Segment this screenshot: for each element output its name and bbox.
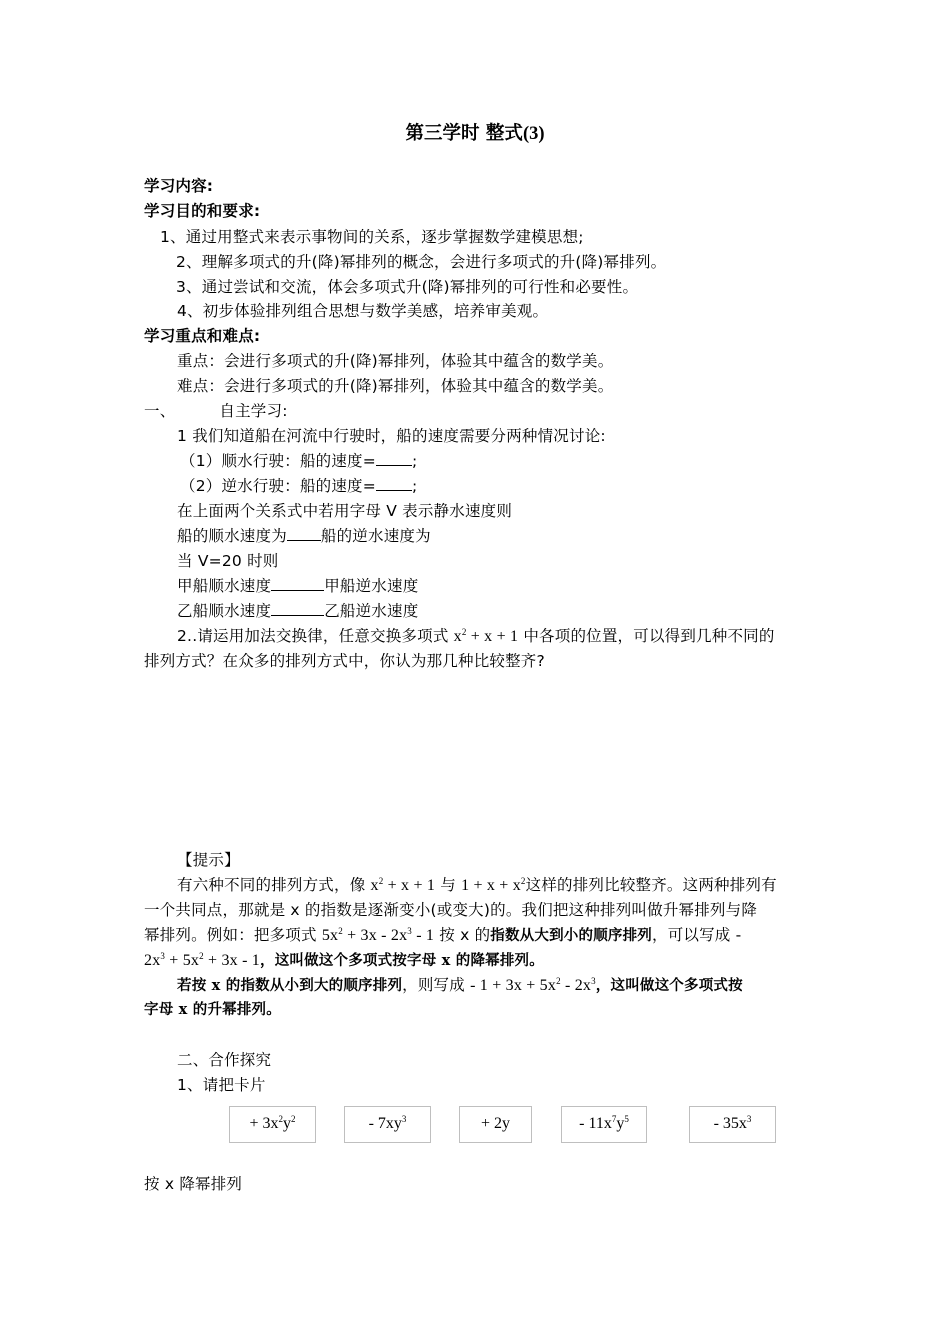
- hint-label: 【提示】: [177, 851, 240, 869]
- hint-p2: 一个共同点，那就是 x 的指数是逐渐变小(或变大)的。我们把这种排列叫做升幂排列与降: [144, 901, 758, 919]
- goal-item-2: 2、理解多项式的升(降)幂排列的概念，会进行多项式的升(降)幂排列。: [176, 253, 667, 271]
- semicolon: ;: [411, 452, 418, 470]
- q1-upstream-label: （2）逆水行驶：船的速度=: [180, 477, 376, 495]
- q1-relation: 在上面两个关系式中若用字母 V 表示静水速度则: [177, 502, 513, 520]
- hint-text: 有六种不同的排列方式，像: [177, 876, 371, 894]
- section2-instruction: 按 x 降幂排列: [144, 1175, 243, 1193]
- card-term-5[interactable]: - $35x^3$: [689, 1106, 776, 1143]
- key-point-focus: 重点：会进行多项式的升(降)幂排列，体验其中蕴含的数学美。: [177, 352, 614, 370]
- descending-polynomial: $2x^3 + 5x^2 + 3x - 1$: [144, 951, 260, 969]
- section2-q1: 1、请把卡片: [177, 1076, 266, 1094]
- heading-content: 学习内容:: [144, 177, 214, 195]
- hint-p1: [177, 875, 777, 896]
- heading-goals: 学习目的和要求:: [144, 202, 261, 220]
- poly-descending: $x^2 + x + 1$: [370, 876, 436, 894]
- answer-blank[interactable]: [376, 476, 412, 491]
- hint-emphasis: 若按 x 的指数从小到大的顺序排列: [177, 977, 403, 994]
- card-term-1[interactable]: + $3x^2y^2$: [229, 1106, 316, 1143]
- hint-p6: 字母 x 的升幂排列。: [144, 1001, 281, 1018]
- hint-text: 按 x 的: [434, 926, 491, 944]
- q1-condition: 当 V=20 时则: [177, 552, 279, 570]
- boat-b-upstream-label: 乙船逆水速度: [324, 602, 419, 620]
- q1-intro: 1 我们知道船在河流中行驶时，船的速度需要分两种情况讨论:: [177, 427, 606, 445]
- q1-boat-a: [177, 576, 418, 596]
- upstream-speed-label: 船的逆水速度为: [320, 527, 431, 545]
- q2-text-cont: 中各项的位置，可以得到几种不同的: [518, 627, 775, 645]
- hint-p4: [144, 950, 544, 971]
- answer-blank[interactable]: [287, 526, 321, 541]
- hint-text: 这样的排列比较整齐。这两种排列有: [525, 876, 777, 894]
- key-point-difficulty: 难点：会进行多项式的升(降)幂排列，体验其中蕴含的数学美。: [177, 377, 614, 395]
- hint-text: ，则写成: [402, 976, 471, 994]
- q1-speeds: [177, 526, 431, 546]
- answer-blank[interactable]: [271, 576, 324, 591]
- hint-text: 与: [435, 876, 462, 894]
- q2-line1: [177, 626, 775, 647]
- q1-downstream: [180, 451, 417, 471]
- hint-emphasis: ，这叫做这个多项式按: [595, 977, 743, 994]
- section1-title: 自主学习:: [219, 402, 288, 420]
- semicolon: ;: [411, 477, 418, 495]
- page-title: [0, 122, 950, 146]
- card-term-3[interactable]: + 2y: [459, 1106, 532, 1143]
- q2-polynomial: $x^2 + x + 1$: [453, 627, 519, 645]
- title-suffix: (3): [522, 124, 545, 144]
- poly-ascending: $1 + x + x^2$: [461, 876, 526, 894]
- boat-a-downstream-label: 甲船顺水速度: [177, 577, 272, 595]
- section1-heading: [144, 401, 288, 421]
- heading-key-points: 学习重点和难点:: [144, 327, 261, 345]
- q2-text: 2..请运用加法交换律，任意交换多项式: [177, 627, 454, 645]
- downstream-speed-label: 船的顺水速度为: [177, 527, 287, 545]
- title-main: 第三学时 整式: [405, 123, 523, 144]
- boat-a-upstream-label: 甲船逆水速度: [324, 577, 419, 595]
- hint-text: 幂排列。例如：把多项式: [144, 926, 322, 944]
- section2-title: 二、合作探究: [177, 1051, 272, 1069]
- card-term-2[interactable]: - $7xy^3$: [344, 1106, 431, 1143]
- q1-boat-b: [177, 601, 418, 621]
- hint-p5: [177, 975, 743, 996]
- answer-blank[interactable]: [376, 451, 412, 466]
- section1-number: 一、: [144, 402, 176, 420]
- q2-line2: 排列方式？在众多的排列方式中，你认为那几种比较整齐?: [144, 652, 545, 670]
- card-term-4[interactable]: - $11x^7y^5$: [561, 1106, 647, 1143]
- goal-item-3: 3、通过尝试和交流，体会多项式升(降)幂排列的可行性和必要性。: [176, 278, 639, 296]
- q1-downstream-label: （1）顺水行驶：船的速度=: [180, 452, 376, 470]
- hint-emphasis: ，这叫做这个多项式按字母 x 的降幂排列。: [260, 952, 544, 969]
- ascending-polynomial: - $1 + 3x + 5x^2 - 2x^3$: [470, 976, 596, 994]
- answer-blank[interactable]: [271, 601, 324, 616]
- goal-item-4: 4、初步体验排列组合思想与数学美感，培养审美观。: [177, 302, 549, 320]
- goal-item-1: 1、通过用整式来表示事物间的关系，逐步掌握数学建模思想;: [160, 228, 584, 246]
- boat-b-downstream-label: 乙船顺水速度: [177, 602, 272, 620]
- q1-upstream: [180, 476, 417, 496]
- example-polynomial: $5x^2 + 3x - 2x^3 - 1$: [321, 926, 435, 944]
- hint-text: ，可以写成 -: [652, 926, 742, 944]
- hint-emphasis: 指数从大到小的顺序排列: [490, 927, 652, 944]
- hint-p3: [144, 925, 741, 946]
